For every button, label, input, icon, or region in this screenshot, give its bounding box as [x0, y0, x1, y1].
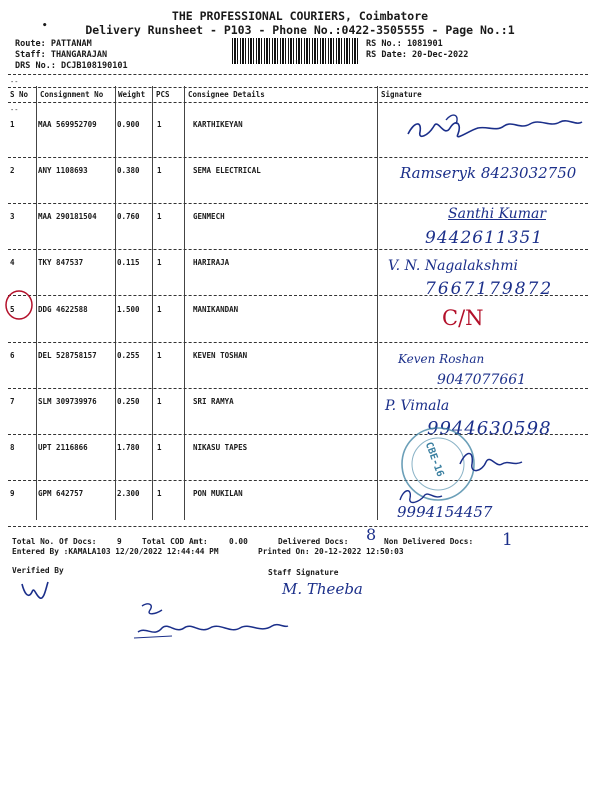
non-delivered-value: 1 — [502, 530, 513, 550]
row-pcs: 1 — [157, 351, 162, 360]
row-weight: 1.780 — [117, 443, 140, 452]
verified-by-label: Verified By — [12, 566, 64, 575]
col-signature: Signature — [381, 90, 422, 99]
col-sno: S No — [10, 90, 29, 99]
row-consignee: GENMECH — [193, 212, 225, 221]
row-divider — [8, 526, 588, 527]
row-pcs: 1 — [157, 443, 162, 452]
row-consignment: DEL 528758157 — [38, 351, 97, 360]
row-weight: 0.115 — [117, 258, 140, 267]
cod-label: Total COD Amt: — [142, 537, 208, 546]
row-consignment: MAA 290181504 — [38, 212, 97, 221]
divider-mark: -- — [10, 106, 19, 114]
row-divider — [8, 388, 588, 389]
row-sno: 3 — [10, 212, 15, 221]
circled-row-marker — [2, 288, 36, 322]
row-consignee: NIKASU TAPES — [193, 443, 248, 452]
row-divider — [8, 480, 588, 481]
row-pcs: 1 — [157, 305, 162, 314]
row-sno: 1 — [10, 120, 15, 129]
printed-on: Printed On: 20-12-2022 12:50:03 — [258, 547, 404, 556]
col-consignment: Consignment No — [40, 90, 104, 99]
row-consignment: TKY 847537 — [38, 258, 84, 267]
row-pcs: 1 — [157, 489, 162, 498]
row-consignee: SEMA ELECTRICAL — [193, 166, 261, 175]
row-divider — [8, 342, 588, 343]
staff-signature: M. Theeba — [282, 580, 363, 598]
row-consignee: KARTHIKEYAN — [193, 120, 243, 129]
staff-label: Staff: THANGARAJAN — [15, 50, 108, 60]
total-docs-label: Total No. Of Docs: — [12, 537, 97, 546]
rs-number: RS No.: 1081901 — [366, 39, 443, 49]
staff-signature-label: Staff Signature — [268, 568, 339, 577]
non-delivered-label: Non Delivered Docs: — [384, 537, 474, 546]
signature-row-3-phone: 9442611351 — [425, 228, 544, 248]
col-pcs: PCS — [156, 90, 170, 99]
divider-mark: -- — [10, 78, 19, 86]
col-divider — [152, 86, 153, 520]
row-consignment: UPT 2116866 — [38, 443, 88, 452]
signature-row-4-name: V. N. Nagalakshmi — [388, 258, 518, 274]
corner-mark: • — [42, 21, 48, 31]
verifier-signature — [18, 578, 54, 604]
row-sno: 6 — [10, 351, 15, 360]
row-weight: 1.500 — [117, 305, 140, 314]
total-docs-value: 9 — [117, 537, 122, 546]
runsheet-title: Delivery Runsheet - P103 - Phone No.:0422-3505555 - Page No.:1 — [85, 23, 515, 37]
row-pcs: 1 — [157, 397, 162, 406]
signature-row-2: Ramseryk 8423032750 — [400, 164, 577, 182]
row-weight: 0.380 — [117, 166, 140, 175]
signature-row-9-phone: 9994154457 — [397, 503, 493, 521]
row-sno: 4 — [10, 258, 15, 267]
col-divider — [115, 86, 116, 520]
delivered-label: Delivered Docs: — [278, 537, 349, 546]
divider — [8, 87, 588, 88]
row-consignment: GPM 642757 — [38, 489, 84, 498]
row-sno: 7 — [10, 397, 15, 406]
row-sno: 9 — [10, 489, 15, 498]
row-pcs: 1 — [157, 258, 162, 267]
row-sno: 5 — [10, 305, 15, 314]
row-consignee: HARIRAJA — [193, 258, 230, 267]
row-consignee: MANIKANDAN — [193, 305, 239, 314]
signature-row-6-name: Keven Roshan — [398, 352, 485, 366]
row-weight: 0.255 — [117, 351, 140, 360]
row-weight: 0.250 — [117, 397, 140, 406]
row-sno: 8 — [10, 443, 15, 452]
divider — [8, 74, 588, 75]
row-divider — [8, 102, 588, 103]
row-pcs: 1 — [157, 212, 162, 221]
col-divider — [184, 86, 185, 520]
signature-row-8 — [456, 444, 526, 480]
signature-row-6-phone: 9047077661 — [437, 372, 527, 388]
col-divider — [36, 86, 37, 520]
col-weight: Weight — [118, 90, 146, 99]
row-pcs: 1 — [157, 166, 162, 175]
row-consignee: KEVEN TOSHAN — [193, 351, 248, 360]
drs-number: DRS No.: DCJB108190101 — [15, 61, 128, 71]
signature-row-3-name: Santhi Kumar — [448, 206, 547, 222]
row-consignment: DDG 4622588 — [38, 305, 88, 314]
company-title: THE PROFESSIONAL COURIERS, Coimbatore — [171, 9, 429, 23]
rs-date: RS Date: 20-Dec-2022 — [366, 50, 469, 60]
row-pcs: 1 — [157, 120, 162, 129]
signature-row-7-name: P. Vimala — [385, 398, 450, 414]
row-weight: 2.300 — [117, 489, 140, 498]
row-consignment: MAA 569952709 — [38, 120, 97, 129]
row-weight: 0.760 — [117, 212, 140, 221]
barcode — [232, 38, 358, 64]
signature-row-4-phone: 7667179872 — [425, 279, 554, 299]
row-consignee: SRI RAMYA — [193, 397, 234, 406]
row-divider — [8, 157, 588, 158]
signature-row-7-phone: 9944630598 — [427, 418, 552, 439]
delivered-value: 8 — [366, 525, 377, 544]
entry-signature — [132, 598, 292, 644]
row-consignment: ANY 1108693 — [38, 166, 88, 175]
col-consignee: Consignee Details — [188, 90, 265, 99]
row-weight: 0.900 — [117, 120, 140, 129]
row-consignment: SLM 309739976 — [38, 397, 97, 406]
entered-by: Entered By :KAMALA103 12/20/2022 12:44:44 PM — [12, 547, 219, 556]
stamp-text: CBE-16 — [422, 440, 446, 479]
row-consignee: PON MUKILAN — [193, 489, 243, 498]
col-divider — [377, 86, 378, 520]
row-sno: 2 — [10, 166, 15, 175]
route-label: Route: PATTANAM — [15, 39, 92, 49]
cod-value: 0.00 — [229, 537, 248, 546]
signature-row-5: C/N — [442, 306, 484, 330]
row-divider — [8, 203, 588, 204]
row-divider — [8, 249, 588, 250]
signature-row-1 — [400, 108, 585, 148]
